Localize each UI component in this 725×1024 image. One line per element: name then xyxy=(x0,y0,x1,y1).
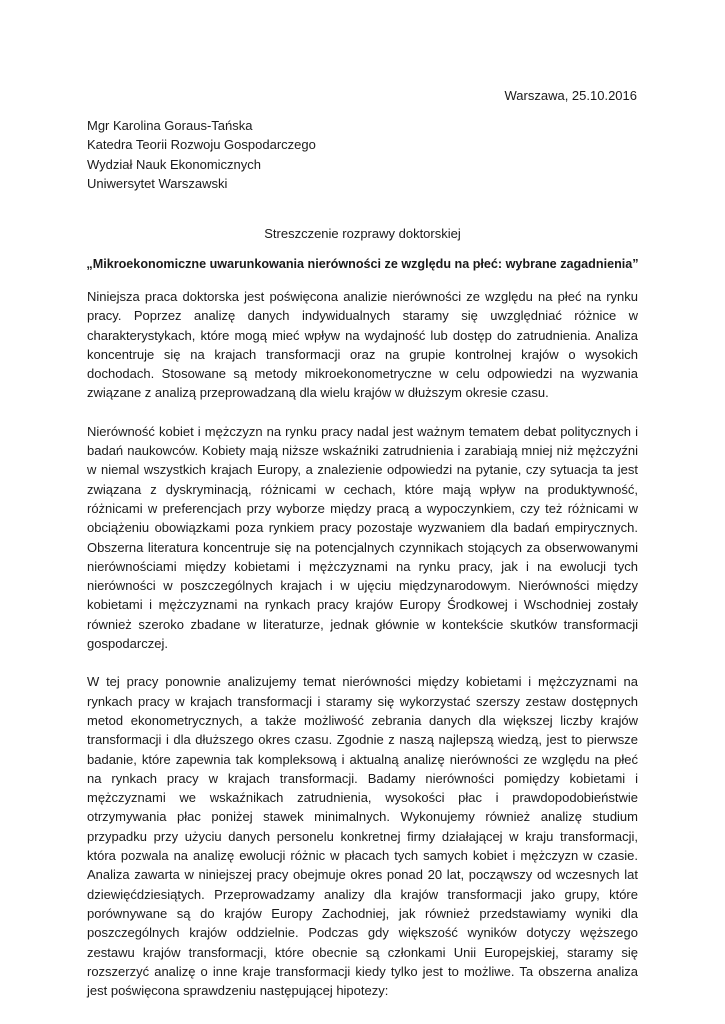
author-name: Mgr Karolina Goraus-Tańska xyxy=(87,118,253,133)
faculty-name: Wydział Nauk Ekonomicznych xyxy=(87,156,262,172)
author-address-block xyxy=(87,116,316,194)
body-paragraph: Niniejsza praca doktorska jest poświęcona analizie nierówności ze względu na płeć na rynku pracy. Poprzez analizę danych indywidualnych staramy się uwzględniać różnice w charakterystykach, które mogą mieć wpływ na wydajność lub dostęp do zatrudnienia. Analiza koncentruje się na krajach transformacji oraz na grupie kontrolnej krajów o wysokich dochodach. Stosowane są metody mikroekonometryczne w celu odpowiedzi na wyzwania związane z analizą przeprowadzaną dla wielu krajów w dłuższym okresie czasu. xyxy=(87,289,638,401)
document-body xyxy=(87,287,638,1019)
dissertation-title: „Mikroekonomiczne uwarunkowania nierówności ze względu na płeć: wybrane zagadnienia” xyxy=(86,257,639,271)
university-name: Uniwersytet Warszawski xyxy=(87,176,228,192)
letter-date: Warszawa, 25.10.2016 xyxy=(504,88,637,103)
body-paragraph: Nierówność kobiet i mężczyzn na rynku pracy nadal jest ważnym tematem debat politycznych i badań naukowców. Kobiety mają niższe wskaźniki zatrudnienia i zarabiają mniej niż mężczyźni w niemal wszystkich krajach Europy, a znalezienie odpowiedzi na pytanie, czy sytuacja ta jest związana z dyskryminacją, różnicami w cechach, które mają wpływ na produktywność, różnicami w preferencjach przy wyborze między pracą a wypoczynkiem, czy też różnicami w obciążeniu obowiązkami poza rynkiem pracy pozostaje wyzwaniem dla badań empirycznych. Obszerna literatura koncentruje się na potencjalnych czynnikach stojących za obserwowanymi nierównościami między kobietami i mężczyznami na rynku pracy, jak i na ewolucji tych nierówności w poszczególnych krajach i w ujęciu międzynarodowym. Nierówności między kobietami i mężczyznami na rynkach pracy krajów Europy Środkowej i Wschodniej zostały również szeroko zbadane w literaturze, jednak głównie w kontekście skutków transformacji gospodarczej. xyxy=(87,423,638,652)
body-paragraph: W tej pracy ponownie analizujemy temat nierówności między kobietami i mężczyznami na rynkach pracy w krajach transformacji i staramy się wykorzystać szerszy zestaw dostępnych metod ekonometrycznych, a także możliwość zebrania danych dla większej liczby krajów transformacji i dla dłuższego okres czasu. Zgodnie z naszą najlepszą wiedzą, jest to pierwsze badanie, które zapewnia tak kompleksową i aktualną analizę nierówności ze względu na płeć na rynkach pracy w krajach transformacji. Badamy nierówności pomiędzy kobietami i mężczyznami we wskaźnikach zatrudnienia, wysokości płac i prawdopodobieństwie otrzymywania płac poniżej stawek minimalnych. Wykonujemy również analizę studium przypadku przy użyciu danych personelu konkretnej firmy działającej w kraju transformacji, która pozwala na analizę ewolucji różnic w płacach tych samych kobiet i mężczyzn w czasie. Analiza zawarta w niniejszej pracy obejmuje okres ponad 20 lat, począwszy od wczesnych lat dziewięćdziesiątych. Przeprowadzamy analizy dla krajów transformacji jako grupy, które porównywane są do krajów Europy Zachodniej, jak również przedstawiamy wyniki dla poszczególnych krajów oddzielnie. Podczas gdy większość wyników dotyczy węższego zestawu krajów transformacji, które obecnie są członkami Unii Europejskiej, staramy się rozszerzyć analizę o inne kraje transformacji kiedy tylko jest to możliwe. Ta obszerna analiza jest poświęcona sprawdzeniu następującej hipotezy: xyxy=(87,674,638,999)
document-subtitle: Streszczenie rozprawy doktorskiej xyxy=(264,226,461,241)
department-name: Katedra Teorii Rozwoju Gospodarczego xyxy=(87,137,316,153)
